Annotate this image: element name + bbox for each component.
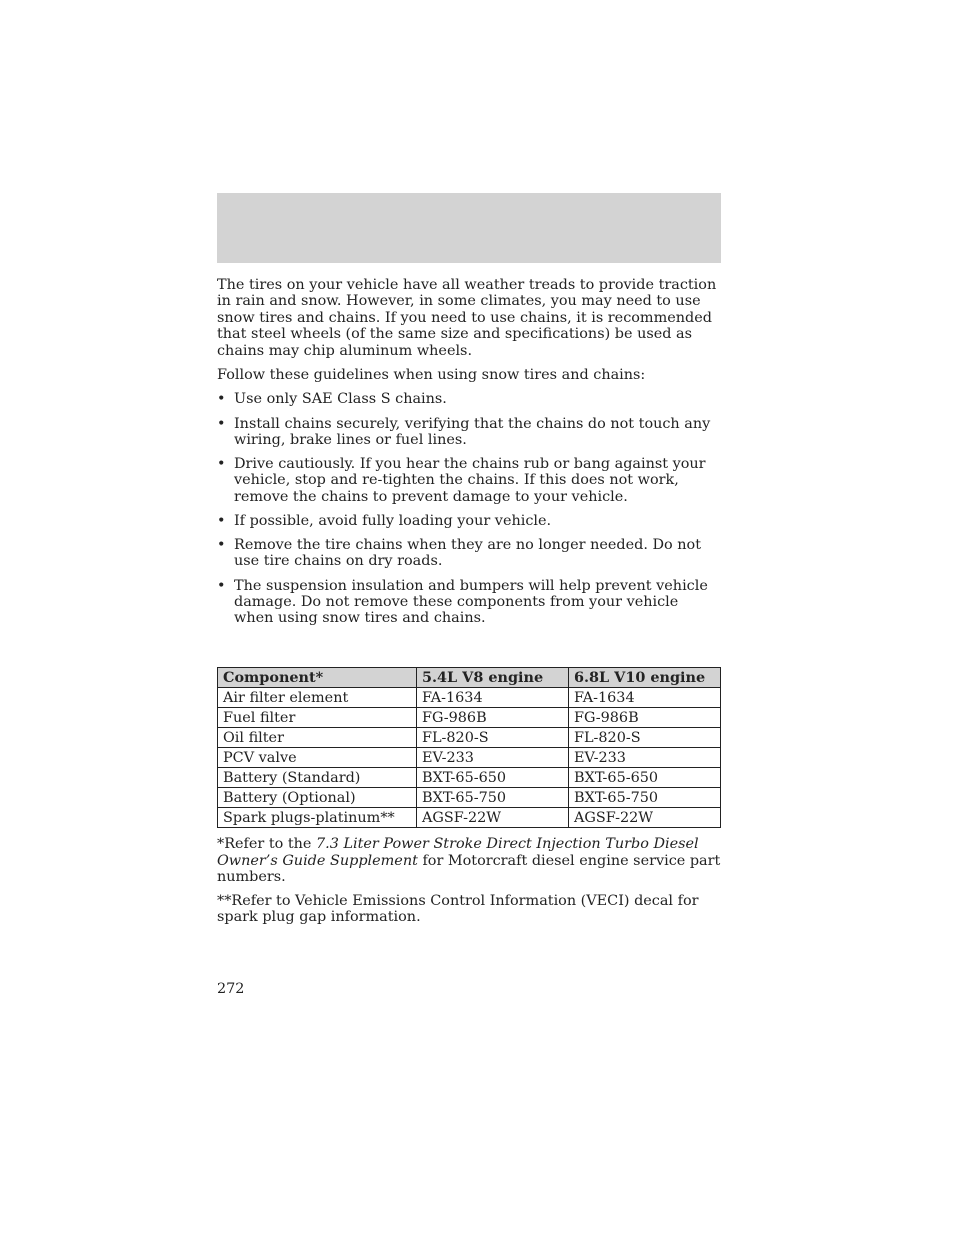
list-item: [217, 456, 721, 505]
list-item: [217, 578, 721, 627]
list-item-text: If possible, avoid fully loading your vehicle.: [234, 512, 552, 529]
list-item-text: Drive cautiously. If you hear the chains rub or bang against your vehicle, stop and re-tighten the chains. If this does not work, remove the chains to prevent damage to your vehicle.: [234, 456, 706, 505]
list-item: [217, 513, 721, 529]
bullet-icon: •: [217, 577, 226, 594]
table-row: [218, 788, 721, 808]
footnote-spark-plug: **Refer to Vehicle Emissions Control Information (VECI) decal for spark plug gap information.: [217, 892, 699, 926]
list-item-text: The suspension insulation and bumpers will help prevent vehicle damage. Do not remove these components from your vehicle when using snow tires and chains.: [234, 577, 708, 627]
table-row: [218, 708, 721, 728]
table-cell: AGSF-22W: [569, 808, 721, 828]
list-item: [217, 391, 721, 407]
table-cell: FA-1634: [417, 688, 569, 708]
footnote-prefix: *Refer to the: [217, 836, 317, 852]
footnote-diesel: [217, 836, 721, 886]
guidelines-lead: Follow these guidelines when using snow tires and chains:: [217, 367, 646, 384]
table-cell: EV-233: [417, 748, 569, 768]
table-cell: Battery (Standard): [218, 768, 417, 788]
parts-table: [217, 667, 721, 828]
footnotes: [217, 836, 721, 933]
table-cell: Battery (Optional): [218, 788, 417, 808]
bullet-icon: •: [217, 456, 226, 473]
bullet-icon: •: [217, 391, 226, 408]
table-cell: EV-233: [569, 748, 721, 768]
intro-paragraph: The tires on your vehicle have all weather treads to provide traction in rain and snow. However, in some climates, you may need to use snow tires and chains. If you need to use chains, it is recommended that steel wheels (of the same size and specifications) be used as chains may chip aluminum wheels.: [217, 277, 717, 359]
table-row: [218, 688, 721, 708]
table-cell: FA-1634: [569, 688, 721, 708]
table-cell: BXT-65-650: [417, 768, 569, 788]
table-cell: BXT-65-650: [569, 768, 721, 788]
guidelines-list: [217, 391, 721, 626]
table-header-row: [218, 668, 721, 688]
table-cell: AGSF-22W: [417, 808, 569, 828]
table-cell: PCV valve: [218, 748, 417, 768]
table-cell: FL-820-S: [417, 728, 569, 748]
page-number: 272: [217, 981, 245, 997]
list-item-text: Install chains securely, verifying that the chains do not touch any wiring, brake lines or fuel lines.: [234, 415, 711, 448]
list-item: [217, 416, 721, 449]
publication-title: 7.3 Liter Power Stroke Direct Injection Turbo Diesel Owner’s Guide Supplement: [217, 836, 699, 869]
table-cell: BXT-65-750: [417, 788, 569, 808]
table-cell: FL-820-S: [569, 728, 721, 748]
table-cell: Spark plugs-platinum**: [218, 808, 417, 828]
table-cell: FG-986B: [569, 708, 721, 728]
list-item-text: Remove the tire chains when they are no longer needed. Do not use tire chains on dry roads.: [234, 537, 701, 570]
table-row: [218, 768, 721, 788]
table-row: [218, 728, 721, 748]
section-header-band: [217, 193, 721, 263]
bullet-icon: •: [217, 537, 226, 554]
table-cell: FG-986B: [417, 708, 569, 728]
table-row: [218, 808, 721, 828]
table-cell: BXT-65-750: [569, 788, 721, 808]
column-header-v8: 5.4L V8 engine: [417, 668, 569, 688]
footnote-suffix: for Motorcraft diesel engine service part numbers.: [217, 852, 721, 886]
bullet-icon: •: [217, 415, 226, 432]
column-header-v10: 6.8L V10 engine: [569, 668, 721, 688]
list-item-text: Use only SAE Class S chains.: [234, 391, 447, 408]
table-cell: Fuel filter: [218, 708, 417, 728]
table-cell: Oil filter: [218, 728, 417, 748]
bullet-icon: •: [217, 512, 226, 529]
column-header-component: Component*: [218, 668, 417, 688]
table-cell: Air filter element: [218, 688, 417, 708]
list-item: [217, 537, 721, 570]
main-content: [217, 277, 721, 634]
table-row: [218, 748, 721, 768]
